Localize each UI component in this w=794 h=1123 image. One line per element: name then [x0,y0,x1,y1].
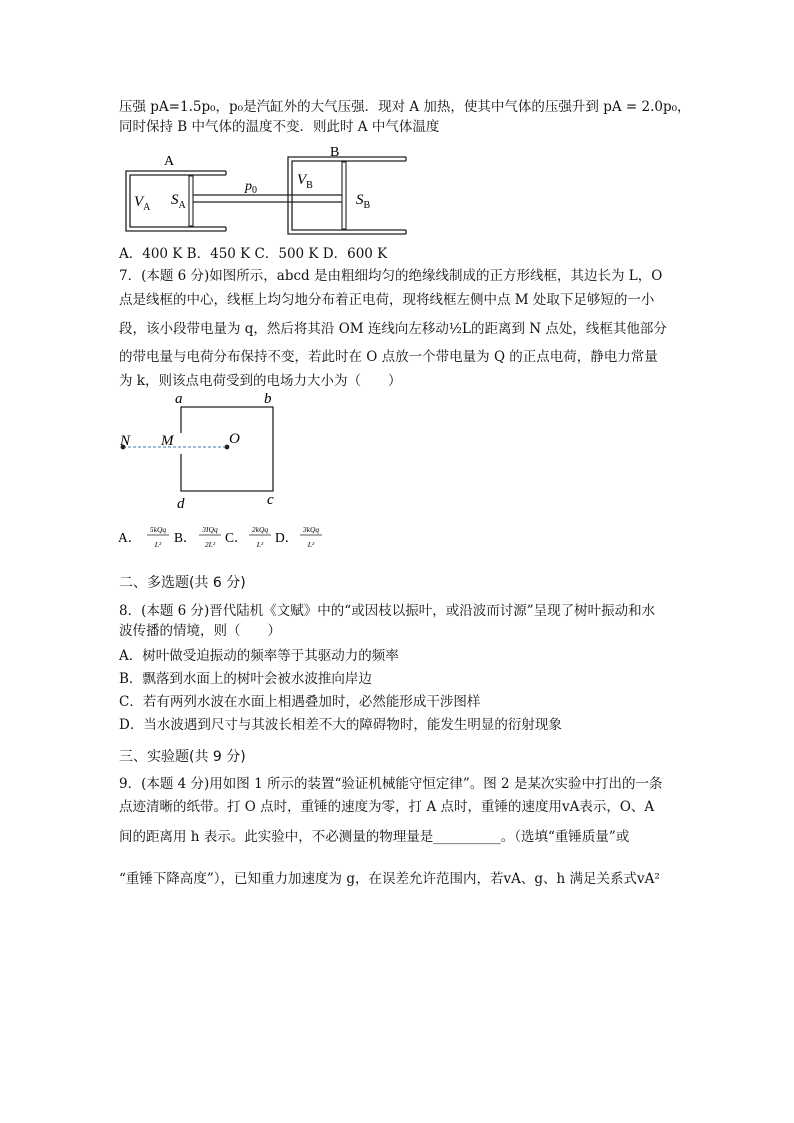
q7-text-line-5: 为 k，则该点电荷受到的电场力大小为（ ） [119,373,402,389]
label-b: B [330,145,340,160]
q7-text-line-3: 段，该小段带电量为 q，然后将其沿 OM 连线向左移动½L的距离到 N 点处，线框其他部分 [119,321,667,337]
q9-text-line-1: 9．(本题 4 分)用如图 1 所示的装置“验证机械能守恒定律”。图 2 是某次实验中打出的一条 [119,776,663,792]
label-p0: $p_0$ [245,179,257,196]
svg-text:L²: L² [256,540,264,549]
svg-text:C．: C． [225,530,248,545]
svg-text:3IQq: 3IQq [202,525,218,534]
q6-options: A．400 K B．450 K C．500 K D．600 K [119,246,388,262]
q8-option-b: B．飘落到水面上的树叶会被水波推向岸边 [119,671,372,687]
label-c-corner: c [267,492,274,508]
q8-text-line-2: 波传播的情境，则（ ） [119,623,281,639]
label-sb: $S_B$ [356,192,371,211]
svg-text:L²: L² [154,540,162,549]
label-a: A [164,154,175,169]
q7-option-c [225,525,271,549]
svg-text:2kQq: 2kQq [251,525,269,534]
label-a-corner: a [175,391,183,407]
q8-text-line-1: 8．(本题 6 分)晋代陆机《文赋》中的“或因枝以振叶，或沿波而讨源”呈现了树叶振动和水 [119,603,656,619]
label-o: O [229,431,240,447]
section-experiment-heading: 三、实验题(共 9 分) [119,749,246,765]
svg-text:2L²: 2L² [204,540,216,549]
q7-text-line-1: 7．(本题 6 分)如图所示，abcd 是由粗细均匀的绝缘线制成的正方形线框，其边长为 L，O [119,268,663,284]
svg-text:A．: A． [118,530,142,545]
q7-text-line-2: 点是线框的中心，线框上均匀地分布着正电荷，现将线框左侧中点 M 处取下足够短的一小 [119,292,655,308]
label-n: N [120,433,131,449]
section-multiple-choice-heading: 二、多选题(共 6 分) [119,575,246,591]
q7-options [118,520,358,554]
q8-option-d: D．当水波遇到尺寸与其波长相差不大的障碍物时，能发生明显的衍射现象 [119,717,562,733]
svg-text:B．: B． [174,530,197,545]
q9-text-line-2: 点迹清晰的纸带。打 O 点时，重锤的速度为零，打 A 点时，重锤的速度用vA表示，O、A [119,799,655,815]
label-vb: $V_B$ [297,172,313,191]
q9-text-line-4: “重锤下降高度”），已知重力加速度为 g，在误差允许范围内，若vA、g、h 满足关系式vA² [119,871,660,887]
q7-option-b [174,525,221,549]
cylinder-diagram [118,140,418,240]
q8-option-a: A．树叶做受迫振动的频率等于其驱动力的频率 [119,648,399,664]
q7-option-a [118,525,169,549]
label-d-corner: d [177,496,185,512]
square-frame-diagram [115,390,285,515]
label-sa: $S_A$ [171,192,186,211]
q7-option-d [275,525,322,549]
svg-text:L²: L² [307,540,315,549]
svg-text:D．: D． [275,530,299,545]
label-m: M [161,433,174,449]
q6-text-line-1: 压强 pA=1.5p₀，p₀是汽缸外的大气压强．现对 A 加热，使其中气体的压强升到 pA = 2.0p₀， [119,99,691,115]
q6-text-line-2: 同时保持 B 中气体的温度不变．则此时 A 中气体温度 [119,119,440,135]
label-va: $V_A$ [134,194,151,213]
svg-text:3kQq: 3kQq [302,525,320,534]
q8-option-c: C．若有两列水波在水面上相遇叠加时，必然能形成干涉图样 [119,694,481,710]
q9-text-line-3: 间的距离用 h 表示。此实验中，不必测量的物理量是__________。（选填“重锤质量”或 [119,829,630,845]
svg-text:5kQq: 5kQq [149,525,167,534]
label-b-corner: b [264,391,272,407]
q7-text-line-4: 的带电量与电荷分布保持不变，若此时在 O 点放一个带电量为 Q 的正点电荷，静电力常量 [119,349,658,365]
